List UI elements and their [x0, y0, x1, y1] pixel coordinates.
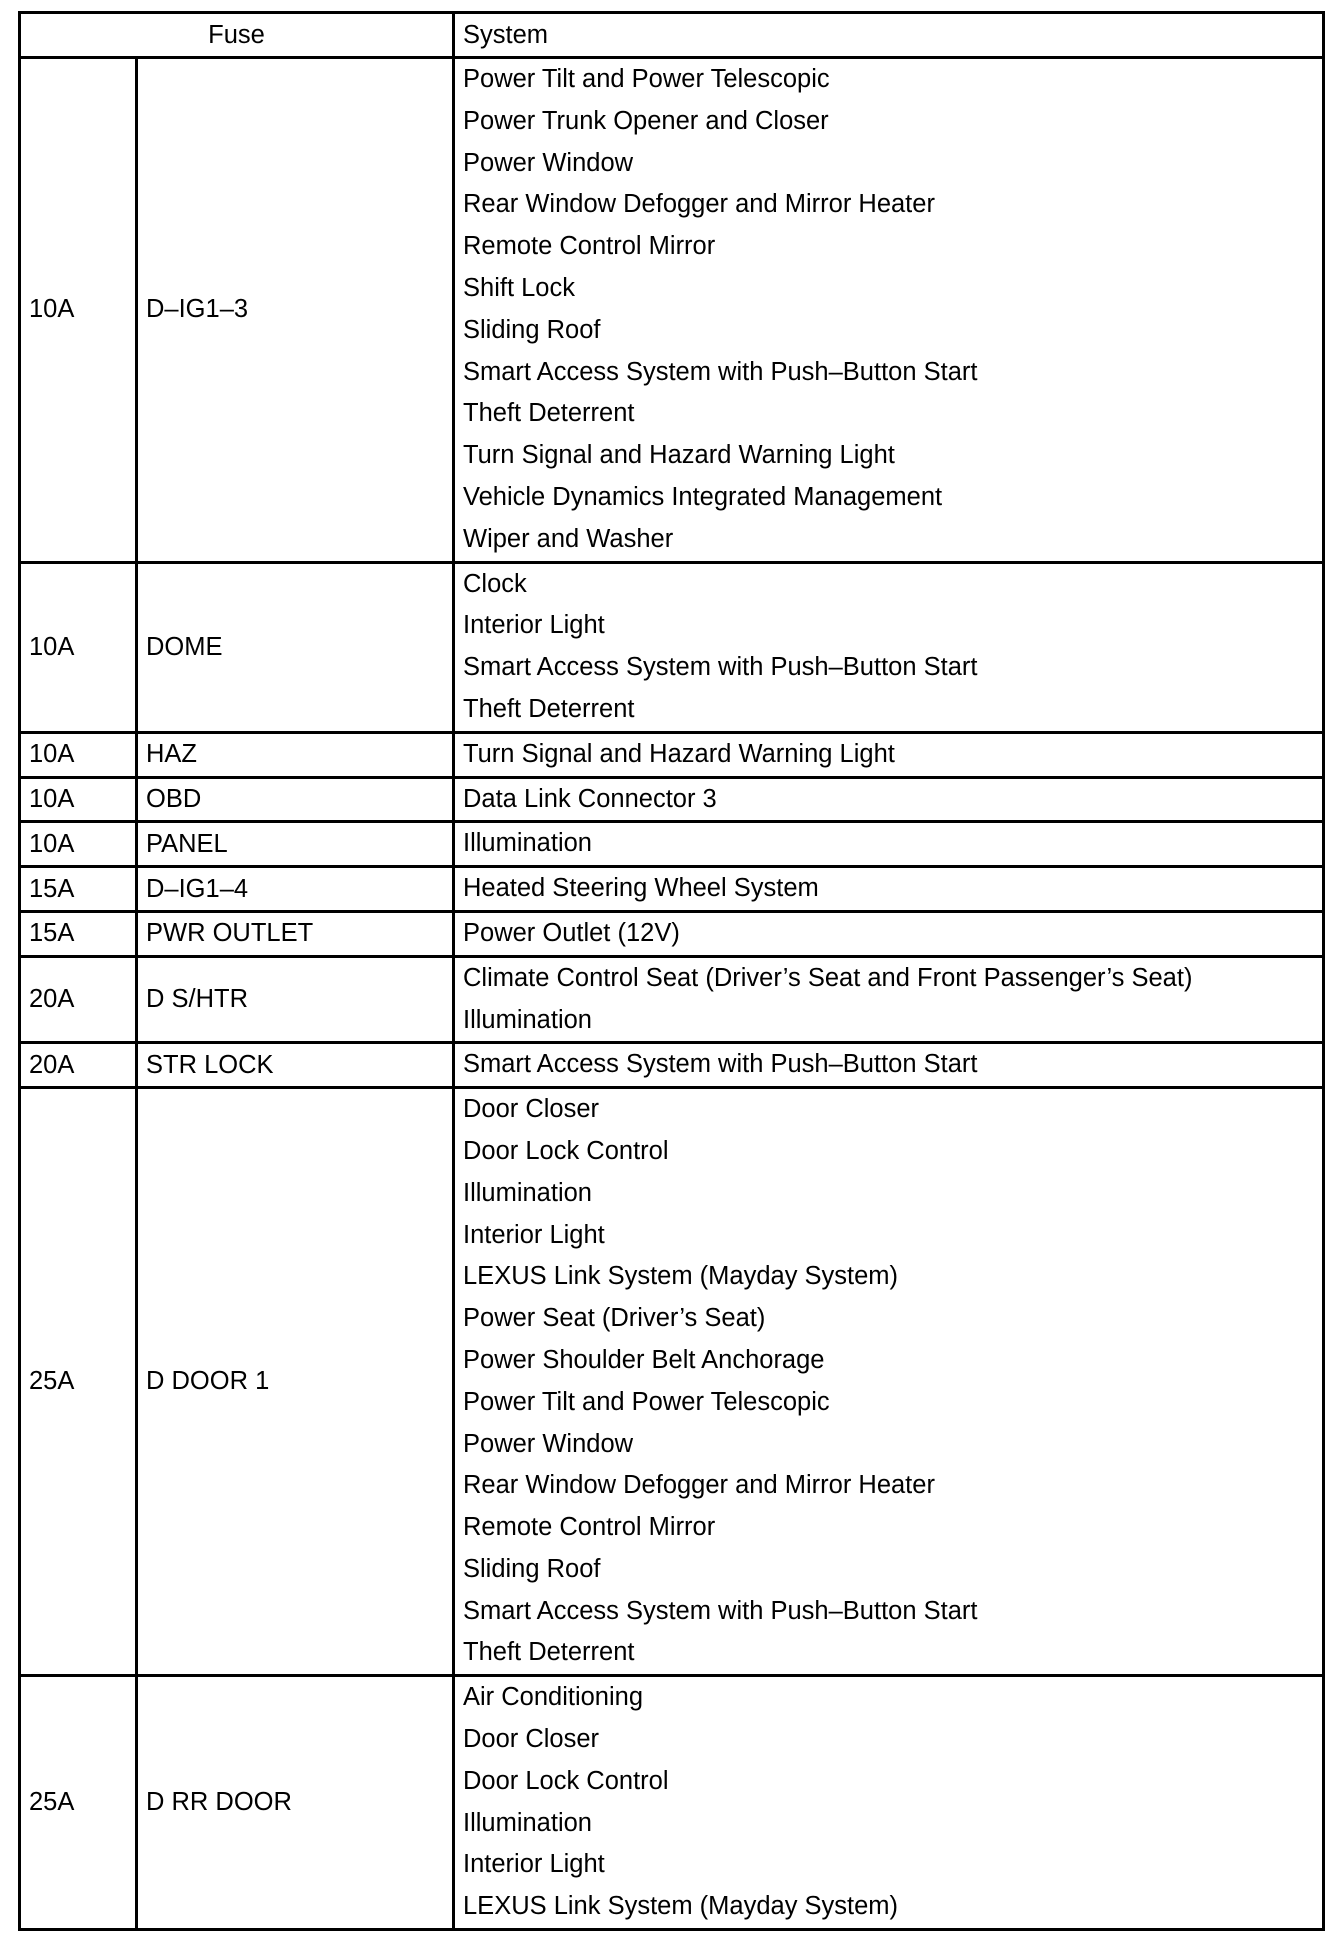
fuse-name: D–IG1–3 [137, 58, 454, 563]
system-list [454, 1088, 1324, 1676]
system-list [454, 58, 1324, 563]
system-item: Door Closer [463, 1095, 600, 1124]
system-header: System [454, 13, 1324, 58]
system-item: Door Closer [463, 1725, 600, 1754]
system-item: Data Link Connector 3 [463, 784, 717, 813]
system-item: Power Tilt and Power Telescopic [463, 1387, 830, 1416]
fuse-table [18, 11, 1325, 1931]
system-list [454, 732, 1324, 777]
system-item: Remote Control Mirror [463, 232, 716, 261]
system-list [454, 911, 1324, 956]
fuse-name: D S/HTR [137, 956, 454, 1043]
system-item: Power Window [463, 148, 634, 177]
table-row [20, 1676, 1324, 1930]
table-row [20, 562, 1324, 732]
fuse-amperage: 10A [20, 732, 137, 777]
system-item: Interior Light [463, 1850, 605, 1879]
system-item: Turn Signal and Hazard Warning Light [463, 441, 895, 470]
system-item: Door Lock Control [463, 1136, 669, 1165]
system-item: Door Lock Control [463, 1766, 669, 1795]
system-list [454, 867, 1324, 912]
fuse-name: D RR DOOR [137, 1676, 454, 1930]
system-item: Theft Deterrent [463, 399, 635, 428]
system-item: Illumination [463, 1178, 592, 1207]
fuse-name: PWR OUTLET [137, 911, 454, 956]
system-item: LEXUS Link System (Mayday System) [463, 1262, 899, 1291]
fuse-amperage: 10A [20, 777, 137, 822]
system-list [454, 562, 1324, 732]
system-item: Interior Light [463, 1220, 605, 1249]
system-item: Remote Control Mirror [463, 1513, 716, 1542]
fuse-amperage: 10A [20, 822, 137, 867]
fuse-amperage: 15A [20, 911, 137, 956]
system-item: Turn Signal and Hazard Warning Light [463, 739, 895, 768]
system-item: Clock [463, 569, 527, 598]
system-item: Power Window [463, 1429, 634, 1458]
fuse-name: D–IG1–4 [137, 867, 454, 912]
table-row [20, 777, 1324, 822]
table-row [20, 822, 1324, 867]
fuse-amperage: 20A [20, 1043, 137, 1088]
table-row [20, 1043, 1324, 1088]
fuse-header: Fuse [20, 13, 454, 58]
system-item: Air Conditioning [463, 1683, 644, 1712]
table-row [20, 58, 1324, 563]
system-list [454, 822, 1324, 867]
system-item: Smart Access System with Push–Button Start [463, 357, 978, 386]
system-item: Wiper and Washer [463, 524, 674, 553]
system-item: Theft Deterrent [463, 694, 635, 723]
system-item: Heated Steering Wheel System [463, 874, 819, 903]
system-item: Sliding Roof [463, 315, 601, 344]
system-list [454, 1043, 1324, 1088]
fuse-name: HAZ [137, 732, 454, 777]
system-item: Illumination [463, 1808, 592, 1837]
fuse-amperage: 25A [20, 1088, 137, 1676]
system-item: Smart Access System with Push–Button Start [463, 653, 978, 682]
system-item: Shift Lock [463, 273, 575, 302]
fuse-amperage: 25A [20, 1676, 137, 1930]
system-item: Rear Window Defogger and Mirror Heater [463, 1471, 935, 1500]
system-item: Illumination [463, 829, 592, 858]
fuse-name: DOME [137, 562, 454, 732]
system-item: Rear Window Defogger and Mirror Heater [463, 190, 935, 219]
fuse-name: D DOOR 1 [137, 1088, 454, 1676]
table-row [20, 911, 1324, 956]
system-list [454, 1676, 1324, 1930]
system-item: Vehicle Dynamics Integrated Management [463, 482, 943, 511]
system-item: Theft Deterrent [463, 1638, 635, 1667]
system-item: LEXUS Link System (Mayday System) [463, 1892, 899, 1921]
table-row [20, 956, 1324, 1043]
system-item: Interior Light [463, 611, 605, 640]
system-item: Smart Access System with Push–Button Start [463, 1596, 978, 1625]
system-item: Power Seat (Driver’s Seat) [463, 1304, 766, 1333]
system-item: Power Outlet (12V) [463, 918, 680, 947]
system-item: Power Tilt and Power Telescopic [463, 65, 830, 93]
system-item: Power Shoulder Belt Anchorage [463, 1345, 825, 1374]
fuse-name: STR LOCK [137, 1043, 454, 1088]
table-row [20, 1088, 1324, 1676]
system-item: Illumination [463, 1005, 592, 1034]
header-row [20, 13, 1324, 58]
fuse-amperage: 20A [20, 956, 137, 1043]
fuse-amperage: 10A [20, 562, 137, 732]
system-item: Climate Control Seat (Driver’s Seat and Front Passenger’s Seat) [463, 963, 1193, 992]
system-list [454, 956, 1324, 1043]
table-row [20, 732, 1324, 777]
fuse-amperage: 10A [20, 58, 137, 563]
fuse-name: PANEL [137, 822, 454, 867]
system-item: Smart Access System with Push–Button Start [463, 1050, 978, 1079]
system-item: Sliding Roof [463, 1554, 601, 1583]
system-list [454, 777, 1324, 822]
fuse-amperage: 15A [20, 867, 137, 912]
table-row [20, 867, 1324, 912]
fuse-name: OBD [137, 777, 454, 822]
system-item: Power Trunk Opener and Closer [463, 106, 829, 135]
